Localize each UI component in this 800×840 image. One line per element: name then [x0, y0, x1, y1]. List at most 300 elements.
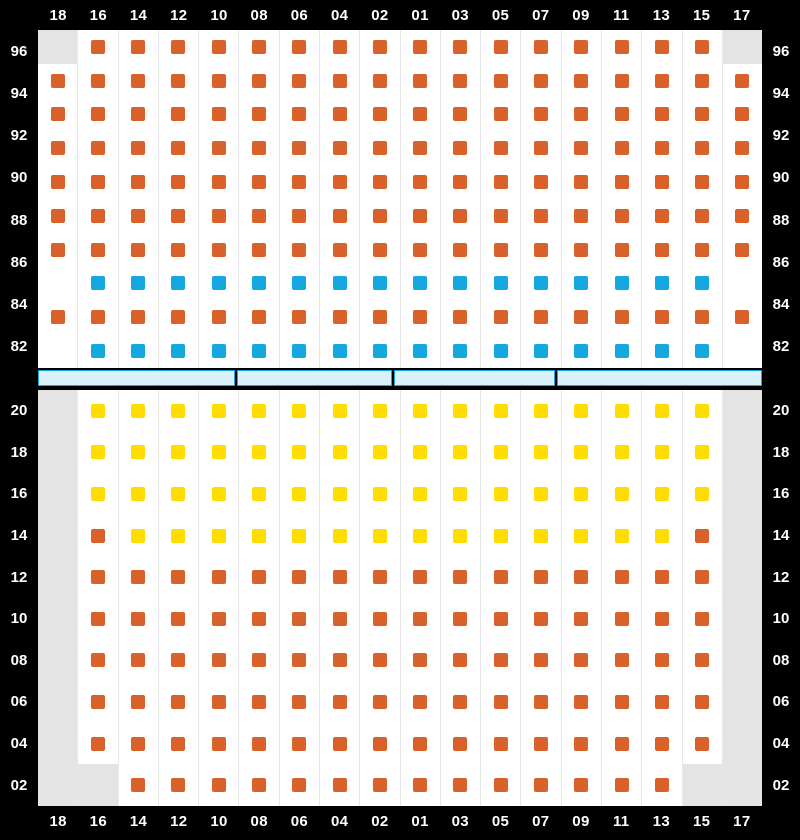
- seat-marker-blue[interactable]: [534, 344, 548, 358]
- seat-marker-orange[interactable]: [51, 209, 65, 223]
- seat-marker-yellow[interactable]: [534, 487, 548, 501]
- seat-marker-orange[interactable]: [534, 40, 548, 54]
- seat-marker-blue[interactable]: [373, 276, 387, 290]
- seat-cell[interactable]: [239, 556, 279, 598]
- seat-cell[interactable]: [199, 267, 239, 301]
- seat-cell[interactable]: [481, 432, 521, 474]
- seat-marker-blue[interactable]: [212, 276, 226, 290]
- seat-cell[interactable]: [239, 681, 279, 723]
- seat-marker-orange[interactable]: [292, 653, 306, 667]
- seat-cell[interactable]: [481, 515, 521, 557]
- seat-marker-orange[interactable]: [91, 529, 105, 543]
- seat-marker-orange[interactable]: [655, 243, 669, 257]
- seat-marker-orange[interactable]: [413, 310, 427, 324]
- seat-marker-blue[interactable]: [615, 344, 629, 358]
- seat-cell[interactable]: [441, 233, 481, 267]
- seat-cell[interactable]: [521, 473, 561, 515]
- seat-cell[interactable]: [78, 598, 118, 640]
- seat-marker-orange[interactable]: [131, 310, 145, 324]
- seat-cell[interactable]: [481, 64, 521, 98]
- seat-cell[interactable]: [441, 334, 481, 368]
- seat-cell[interactable]: [521, 640, 561, 682]
- seat-marker-blue[interactable]: [574, 276, 588, 290]
- seat-marker-orange[interactable]: [252, 310, 266, 324]
- seat-marker-yellow[interactable]: [615, 529, 629, 543]
- seat-cell[interactable]: [320, 30, 360, 64]
- seat-cell[interactable]: [441, 473, 481, 515]
- seat-cell[interactable]: [119, 131, 159, 165]
- seat-marker-orange[interactable]: [615, 243, 629, 257]
- seat-cell[interactable]: [562, 64, 602, 98]
- seat-cell[interactable]: [683, 64, 723, 98]
- seat-marker-blue[interactable]: [655, 276, 669, 290]
- seat-cell[interactable]: [280, 131, 320, 165]
- seat-cell[interactable]: [239, 334, 279, 368]
- seat-cell[interactable]: [199, 199, 239, 233]
- seat-cell[interactable]: [119, 30, 159, 64]
- seat-marker-orange[interactable]: [212, 209, 226, 223]
- seat-marker-orange[interactable]: [212, 40, 226, 54]
- seat-marker-orange[interactable]: [655, 209, 669, 223]
- seat-cell[interactable]: [602, 598, 642, 640]
- seat-cell[interactable]: [119, 515, 159, 557]
- seat-cell[interactable]: [38, 98, 78, 132]
- seat-cell[interactable]: [723, 300, 762, 334]
- seat-marker-blue[interactable]: [413, 276, 427, 290]
- seat-marker-orange[interactable]: [534, 653, 548, 667]
- seat-marker-blue[interactable]: [171, 344, 185, 358]
- seat-cell[interactable]: [320, 334, 360, 368]
- seat-cell[interactable]: [199, 64, 239, 98]
- seat-marker-orange[interactable]: [413, 778, 427, 792]
- seat-marker-orange[interactable]: [413, 570, 427, 584]
- seat-marker-orange[interactable]: [373, 778, 387, 792]
- seat-marker-orange[interactable]: [292, 209, 306, 223]
- seat-marker-orange[interactable]: [695, 529, 709, 543]
- seat-cell[interactable]: [683, 98, 723, 132]
- seat-marker-yellow[interactable]: [574, 445, 588, 459]
- seat-marker-orange[interactable]: [212, 695, 226, 709]
- seat-cell[interactable]: [360, 390, 400, 432]
- seat-cell[interactable]: [38, 199, 78, 233]
- seat-marker-orange[interactable]: [534, 737, 548, 751]
- seat-cell[interactable]: [320, 131, 360, 165]
- seat-marker-orange[interactable]: [91, 653, 105, 667]
- seat-cell[interactable]: [642, 165, 682, 199]
- seat-marker-orange[interactable]: [131, 175, 145, 189]
- seat-marker-yellow[interactable]: [171, 445, 185, 459]
- seat-cell[interactable]: [723, 131, 762, 165]
- seat-cell[interactable]: [320, 432, 360, 474]
- seat-cell[interactable]: [481, 199, 521, 233]
- seat-marker-orange[interactable]: [333, 107, 347, 121]
- seat-cell[interactable]: [723, 199, 762, 233]
- seat-marker-yellow[interactable]: [574, 404, 588, 418]
- seat-marker-yellow[interactable]: [333, 487, 347, 501]
- seat-cell[interactable]: [159, 30, 199, 64]
- seat-cell[interactable]: [683, 556, 723, 598]
- seat-cell[interactable]: [199, 473, 239, 515]
- seat-cell[interactable]: [562, 267, 602, 301]
- seat-marker-yellow[interactable]: [171, 529, 185, 543]
- seat-cell[interactable]: [401, 64, 441, 98]
- seat-marker-orange[interactable]: [91, 612, 105, 626]
- seat-cell[interactable]: [159, 432, 199, 474]
- seat-marker-orange[interactable]: [131, 243, 145, 257]
- seat-marker-orange[interactable]: [453, 695, 467, 709]
- seat-cell[interactable]: [521, 515, 561, 557]
- seat-cell[interactable]: [441, 165, 481, 199]
- seat-marker-yellow[interactable]: [292, 404, 306, 418]
- seat-cell[interactable]: [119, 267, 159, 301]
- seat-cell[interactable]: [119, 764, 159, 806]
- seat-marker-orange[interactable]: [252, 243, 266, 257]
- seat-cell[interactable]: [78, 390, 118, 432]
- seat-marker-blue[interactable]: [292, 344, 306, 358]
- seat-cell[interactable]: [239, 199, 279, 233]
- seat-cell[interactable]: [401, 30, 441, 64]
- seat-cell[interactable]: [78, 30, 118, 64]
- seat-marker-orange[interactable]: [333, 74, 347, 88]
- seat-cell[interactable]: [521, 334, 561, 368]
- seat-cell[interactable]: [441, 681, 481, 723]
- seat-marker-yellow[interactable]: [252, 487, 266, 501]
- seat-marker-blue[interactable]: [453, 276, 467, 290]
- seat-cell[interactable]: [683, 723, 723, 765]
- seat-cell[interactable]: [239, 515, 279, 557]
- seat-marker-orange[interactable]: [494, 570, 508, 584]
- seat-cell[interactable]: [521, 233, 561, 267]
- seat-marker-blue[interactable]: [494, 276, 508, 290]
- seat-cell[interactable]: [239, 640, 279, 682]
- seat-marker-orange[interactable]: [333, 778, 347, 792]
- seat-marker-orange[interactable]: [252, 40, 266, 54]
- seat-cell[interactable]: [119, 98, 159, 132]
- seat-cell[interactable]: [280, 723, 320, 765]
- seat-cell[interactable]: [360, 723, 400, 765]
- seat-marker-orange[interactable]: [292, 40, 306, 54]
- seat-marker-orange[interactable]: [212, 778, 226, 792]
- seat-cell[interactable]: [401, 300, 441, 334]
- seat-cell[interactable]: [280, 598, 320, 640]
- seat-marker-orange[interactable]: [494, 737, 508, 751]
- seat-marker-blue[interactable]: [333, 276, 347, 290]
- seat-cell[interactable]: [562, 598, 602, 640]
- seat-marker-orange[interactable]: [171, 570, 185, 584]
- seat-marker-orange[interactable]: [333, 243, 347, 257]
- seat-marker-orange[interactable]: [252, 612, 266, 626]
- seat-marker-orange[interactable]: [292, 141, 306, 155]
- seat-marker-orange[interactable]: [574, 570, 588, 584]
- seat-marker-orange[interactable]: [695, 310, 709, 324]
- seat-cell[interactable]: [78, 98, 118, 132]
- seat-marker-orange[interactable]: [655, 570, 669, 584]
- seat-marker-orange[interactable]: [51, 310, 65, 324]
- seat-cell[interactable]: [521, 165, 561, 199]
- seat-cell[interactable]: [159, 515, 199, 557]
- seat-marker-yellow[interactable]: [534, 404, 548, 418]
- seat-cell[interactable]: [320, 98, 360, 132]
- seat-marker-orange[interactable]: [333, 310, 347, 324]
- seat-marker-orange[interactable]: [453, 141, 467, 155]
- seat-marker-blue[interactable]: [695, 276, 709, 290]
- seat-marker-yellow[interactable]: [171, 487, 185, 501]
- seat-marker-orange[interactable]: [615, 653, 629, 667]
- seat-marker-orange[interactable]: [333, 141, 347, 155]
- seat-cell[interactable]: [78, 64, 118, 98]
- seat-marker-orange[interactable]: [655, 695, 669, 709]
- seat-marker-orange[interactable]: [615, 737, 629, 751]
- seat-marker-blue[interactable]: [91, 344, 105, 358]
- seat-marker-yellow[interactable]: [453, 529, 467, 543]
- seat-marker-blue[interactable]: [534, 276, 548, 290]
- seat-marker-orange[interactable]: [695, 570, 709, 584]
- seat-marker-blue[interactable]: [655, 344, 669, 358]
- seat-marker-yellow[interactable]: [494, 445, 508, 459]
- seat-marker-orange[interactable]: [655, 175, 669, 189]
- seat-marker-orange[interactable]: [333, 737, 347, 751]
- seat-marker-orange[interactable]: [695, 737, 709, 751]
- seat-marker-orange[interactable]: [534, 310, 548, 324]
- seat-cell[interactable]: [239, 432, 279, 474]
- seat-marker-yellow[interactable]: [333, 529, 347, 543]
- seat-cell[interactable]: [280, 98, 320, 132]
- seat-cell[interactable]: [481, 131, 521, 165]
- seat-marker-orange[interactable]: [695, 107, 709, 121]
- seat-cell[interactable]: [78, 267, 118, 301]
- seat-marker-orange[interactable]: [212, 612, 226, 626]
- seat-cell[interactable]: [441, 764, 481, 806]
- seat-marker-orange[interactable]: [655, 737, 669, 751]
- walkway-segment[interactable]: [557, 370, 762, 386]
- seat-cell[interactable]: [119, 556, 159, 598]
- seat-marker-orange[interactable]: [615, 209, 629, 223]
- seat-cell[interactable]: [683, 233, 723, 267]
- seat-marker-orange[interactable]: [91, 737, 105, 751]
- seat-marker-orange[interactable]: [171, 107, 185, 121]
- seat-cell[interactable]: [320, 515, 360, 557]
- seat-cell[interactable]: [360, 199, 400, 233]
- seat-marker-orange[interactable]: [413, 243, 427, 257]
- seat-cell[interactable]: [320, 390, 360, 432]
- seat-cell[interactable]: [642, 515, 682, 557]
- seat-marker-orange[interactable]: [453, 653, 467, 667]
- seat-marker-yellow[interactable]: [655, 404, 669, 418]
- seat-cell[interactable]: [602, 165, 642, 199]
- seat-cell[interactable]: [481, 390, 521, 432]
- seat-marker-yellow[interactable]: [453, 487, 467, 501]
- seat-cell[interactable]: [199, 300, 239, 334]
- seat-marker-yellow[interactable]: [252, 404, 266, 418]
- seat-cell[interactable]: [401, 131, 441, 165]
- seat-marker-orange[interactable]: [373, 175, 387, 189]
- seat-cell[interactable]: [159, 165, 199, 199]
- seat-marker-yellow[interactable]: [534, 529, 548, 543]
- seat-cell[interactable]: [642, 681, 682, 723]
- seat-marker-yellow[interactable]: [333, 404, 347, 418]
- seat-marker-orange[interactable]: [494, 141, 508, 155]
- seat-cell[interactable]: [159, 390, 199, 432]
- seat-marker-orange[interactable]: [212, 653, 226, 667]
- seat-marker-orange[interactable]: [91, 40, 105, 54]
- seat-marker-blue[interactable]: [333, 344, 347, 358]
- seat-cell[interactable]: [683, 515, 723, 557]
- seat-cell[interactable]: [401, 681, 441, 723]
- seat-marker-orange[interactable]: [494, 107, 508, 121]
- seat-marker-orange[interactable]: [292, 310, 306, 324]
- seat-cell[interactable]: [642, 64, 682, 98]
- seat-cell[interactable]: [239, 30, 279, 64]
- seat-marker-orange[interactable]: [695, 653, 709, 667]
- seat-cell[interactable]: [481, 233, 521, 267]
- seat-marker-orange[interactable]: [212, 243, 226, 257]
- seat-cell[interactable]: [360, 267, 400, 301]
- seat-marker-orange[interactable]: [735, 209, 749, 223]
- seat-marker-yellow[interactable]: [494, 404, 508, 418]
- seat-marker-yellow[interactable]: [292, 529, 306, 543]
- seat-cell[interactable]: [562, 764, 602, 806]
- seat-marker-orange[interactable]: [51, 107, 65, 121]
- seat-marker-orange[interactable]: [252, 175, 266, 189]
- seat-marker-yellow[interactable]: [655, 529, 669, 543]
- seat-marker-yellow[interactable]: [615, 404, 629, 418]
- seat-marker-orange[interactable]: [735, 74, 749, 88]
- seat-marker-orange[interactable]: [453, 778, 467, 792]
- seat-marker-yellow[interactable]: [91, 404, 105, 418]
- seat-marker-orange[interactable]: [655, 612, 669, 626]
- seat-cell[interactable]: [159, 598, 199, 640]
- seat-marker-orange[interactable]: [695, 40, 709, 54]
- seat-cell[interactable]: [360, 764, 400, 806]
- seat-cell[interactable]: [521, 723, 561, 765]
- seat-marker-yellow[interactable]: [212, 529, 226, 543]
- seat-marker-orange[interactable]: [131, 107, 145, 121]
- seat-marker-orange[interactable]: [413, 141, 427, 155]
- seat-marker-orange[interactable]: [615, 40, 629, 54]
- seat-cell[interactable]: [562, 640, 602, 682]
- seat-marker-orange[interactable]: [252, 653, 266, 667]
- seat-marker-orange[interactable]: [534, 141, 548, 155]
- seat-marker-orange[interactable]: [51, 74, 65, 88]
- seat-marker-blue[interactable]: [292, 276, 306, 290]
- seat-cell[interactable]: [159, 640, 199, 682]
- seat-cell[interactable]: [159, 764, 199, 806]
- seat-cell[interactable]: [320, 233, 360, 267]
- seat-marker-orange[interactable]: [91, 243, 105, 257]
- seat-marker-yellow[interactable]: [695, 487, 709, 501]
- seat-cell[interactable]: [723, 64, 762, 98]
- seat-cell[interactable]: [239, 390, 279, 432]
- seat-cell[interactable]: [683, 165, 723, 199]
- seat-cell[interactable]: [521, 432, 561, 474]
- seat-marker-orange[interactable]: [413, 737, 427, 751]
- seat-marker-orange[interactable]: [453, 40, 467, 54]
- seat-cell[interactable]: [441, 556, 481, 598]
- seat-marker-orange[interactable]: [171, 209, 185, 223]
- seat-cell[interactable]: [119, 598, 159, 640]
- seat-marker-blue[interactable]: [252, 344, 266, 358]
- seat-cell[interactable]: [481, 267, 521, 301]
- seat-cell[interactable]: [562, 723, 602, 765]
- seat-cell[interactable]: [441, 267, 481, 301]
- seat-cell[interactable]: [401, 267, 441, 301]
- seat-marker-orange[interactable]: [333, 653, 347, 667]
- seat-cell[interactable]: [320, 165, 360, 199]
- seat-marker-orange[interactable]: [373, 310, 387, 324]
- seat-cell[interactable]: [320, 300, 360, 334]
- seat-cell[interactable]: [481, 300, 521, 334]
- seat-cell[interactable]: [401, 473, 441, 515]
- seat-marker-orange[interactable]: [413, 695, 427, 709]
- seat-marker-orange[interactable]: [373, 695, 387, 709]
- seat-marker-orange[interactable]: [453, 612, 467, 626]
- seat-marker-orange[interactable]: [131, 737, 145, 751]
- seat-marker-yellow[interactable]: [292, 487, 306, 501]
- seat-cell[interactable]: [159, 723, 199, 765]
- seat-cell[interactable]: [642, 640, 682, 682]
- seat-cell[interactable]: [481, 165, 521, 199]
- seat-marker-orange[interactable]: [252, 107, 266, 121]
- seat-cell[interactable]: [562, 556, 602, 598]
- seat-marker-orange[interactable]: [695, 695, 709, 709]
- seat-cell[interactable]: [562, 233, 602, 267]
- seat-marker-orange[interactable]: [252, 570, 266, 584]
- seat-marker-blue[interactable]: [171, 276, 185, 290]
- seat-cell[interactable]: [360, 98, 400, 132]
- seat-cell[interactable]: [320, 64, 360, 98]
- seat-marker-orange[interactable]: [534, 695, 548, 709]
- seat-cell[interactable]: [521, 30, 561, 64]
- seat-cell[interactable]: [119, 233, 159, 267]
- seat-cell[interactable]: [199, 98, 239, 132]
- seat-marker-blue[interactable]: [494, 344, 508, 358]
- seat-marker-orange[interactable]: [574, 74, 588, 88]
- seat-marker-orange[interactable]: [292, 695, 306, 709]
- seat-marker-orange[interactable]: [373, 653, 387, 667]
- seat-cell[interactable]: [199, 165, 239, 199]
- seat-cell[interactable]: [602, 681, 642, 723]
- seat-marker-orange[interactable]: [292, 74, 306, 88]
- seat-cell[interactable]: [320, 723, 360, 765]
- seat-cell[interactable]: [562, 390, 602, 432]
- seat-cell[interactable]: [199, 432, 239, 474]
- seat-marker-blue[interactable]: [131, 276, 145, 290]
- seat-marker-orange[interactable]: [413, 653, 427, 667]
- seat-marker-orange[interactable]: [171, 778, 185, 792]
- seat-cell[interactable]: [723, 98, 762, 132]
- seat-marker-orange[interactable]: [171, 653, 185, 667]
- seat-cell[interactable]: [481, 30, 521, 64]
- seat-marker-orange[interactable]: [171, 310, 185, 324]
- seat-cell[interactable]: [642, 199, 682, 233]
- seat-cell[interactable]: [320, 267, 360, 301]
- seat-marker-orange[interactable]: [534, 107, 548, 121]
- seat-marker-orange[interactable]: [494, 74, 508, 88]
- seat-marker-blue[interactable]: [252, 276, 266, 290]
- seat-marker-orange[interactable]: [212, 570, 226, 584]
- seat-cell[interactable]: [199, 515, 239, 557]
- seat-marker-yellow[interactable]: [91, 487, 105, 501]
- seat-cell[interactable]: [521, 300, 561, 334]
- seat-marker-orange[interactable]: [615, 570, 629, 584]
- seat-cell[interactable]: [38, 131, 78, 165]
- seat-cell[interactable]: [320, 598, 360, 640]
- seat-marker-orange[interactable]: [695, 74, 709, 88]
- seat-cell[interactable]: [360, 556, 400, 598]
- seat-marker-orange[interactable]: [252, 778, 266, 792]
- seat-cell[interactable]: [723, 233, 762, 267]
- seat-marker-orange[interactable]: [373, 737, 387, 751]
